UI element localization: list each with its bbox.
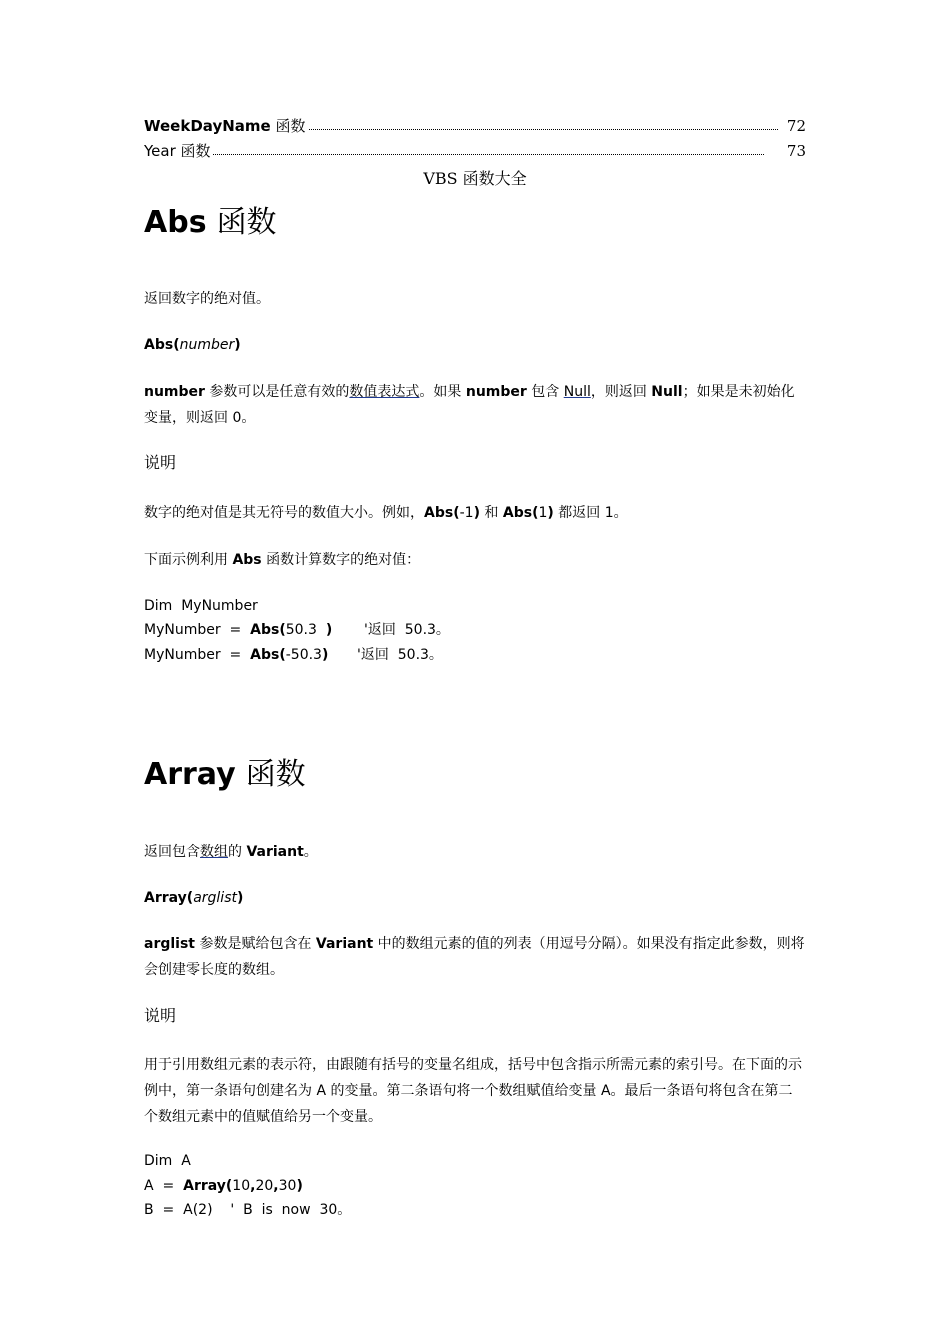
toc-entry-year[interactable]: [144, 139, 806, 163]
abs-remarks-heading: 说明: [144, 453, 177, 472]
abs-code-line-1: Dim MyNumber: [144, 598, 258, 614]
toc-page-number: 72: [782, 114, 806, 138]
array-syntax: Array(arglist): [144, 890, 244, 906]
toc-page-number: 73: [782, 139, 806, 163]
toc-entry-name: Year: [144, 142, 176, 160]
array-heading: Array 函数: [144, 757, 306, 792]
toc-entry-name: WeekDayName: [144, 117, 271, 135]
array-remarks-heading: 说明: [144, 1006, 177, 1025]
array-code-line-2: A = Array(10,20,30): [144, 1178, 303, 1194]
toc-entry-suffix: 函数: [180, 142, 211, 160]
document-title: VBS 函数大全: [423, 169, 527, 188]
abs-code-comment-2: '返回 50.3。: [364, 622, 450, 638]
array-code-line-3: B = A(2) ' B is now 30。: [144, 1202, 352, 1218]
abs-example-intro: 下面示例利用 Abs 函数计算数字的绝对值：: [144, 552, 421, 568]
abs-code-line-2: MyNumber = Abs(50.3 ): [144, 622, 333, 638]
abs-parameter-description: number 参数可以是任意有效的数值表达式。如果 number 包含 Null，则返回 Null；如果是未初始化变量，则返回 0。: [144, 384, 795, 426]
abs-heading: Abs 函数: [144, 205, 277, 240]
numeric-expression-link[interactable]: 数值表达式: [349, 384, 420, 400]
toc-entry-suffix: 函数: [275, 117, 306, 135]
array-parameter-description: arglist 参数是赋给包含在 Variant 中的数组元素的值的列表（用逗号分隔）。如果没有指定此参数，则将会创建零长度的数组。: [144, 936, 805, 978]
abs-summary: 返回数字的绝对值。: [144, 291, 270, 307]
abs-code-line-3: MyNumber = Abs(-50.3): [144, 647, 329, 663]
array-remarks-text: 用于引用数组元素的表示符，由跟随有括号的变量名组成，括号中包含指示所需元素的索引号。在下面的示例中，第一条语句创建名为 A 的变量。第二条语句将一个数组赋值给变量 A。最后一条语句将包含在第二个数组元素中的值赋值给另一个变量。: [144, 1057, 802, 1125]
null-link[interactable]: Null: [563, 384, 591, 400]
array-summary: 返回包含数组的 Variant。: [144, 844, 318, 860]
abs-remarks-text: 数字的绝对值是其无符号的数值大小。例如，Abs(-1) 和 Abs(1) 都返回 1。: [144, 505, 628, 521]
abs-code-comment-3: '返回 50.3。: [357, 647, 443, 663]
abs-syntax: Abs(number): [144, 337, 241, 353]
array-code-line-1: Dim A: [144, 1153, 191, 1169]
array-link[interactable]: 数组: [200, 844, 228, 860]
toc-entry-weekdayname[interactable]: [144, 114, 806, 138]
toc-leader-dots: [144, 154, 764, 155]
